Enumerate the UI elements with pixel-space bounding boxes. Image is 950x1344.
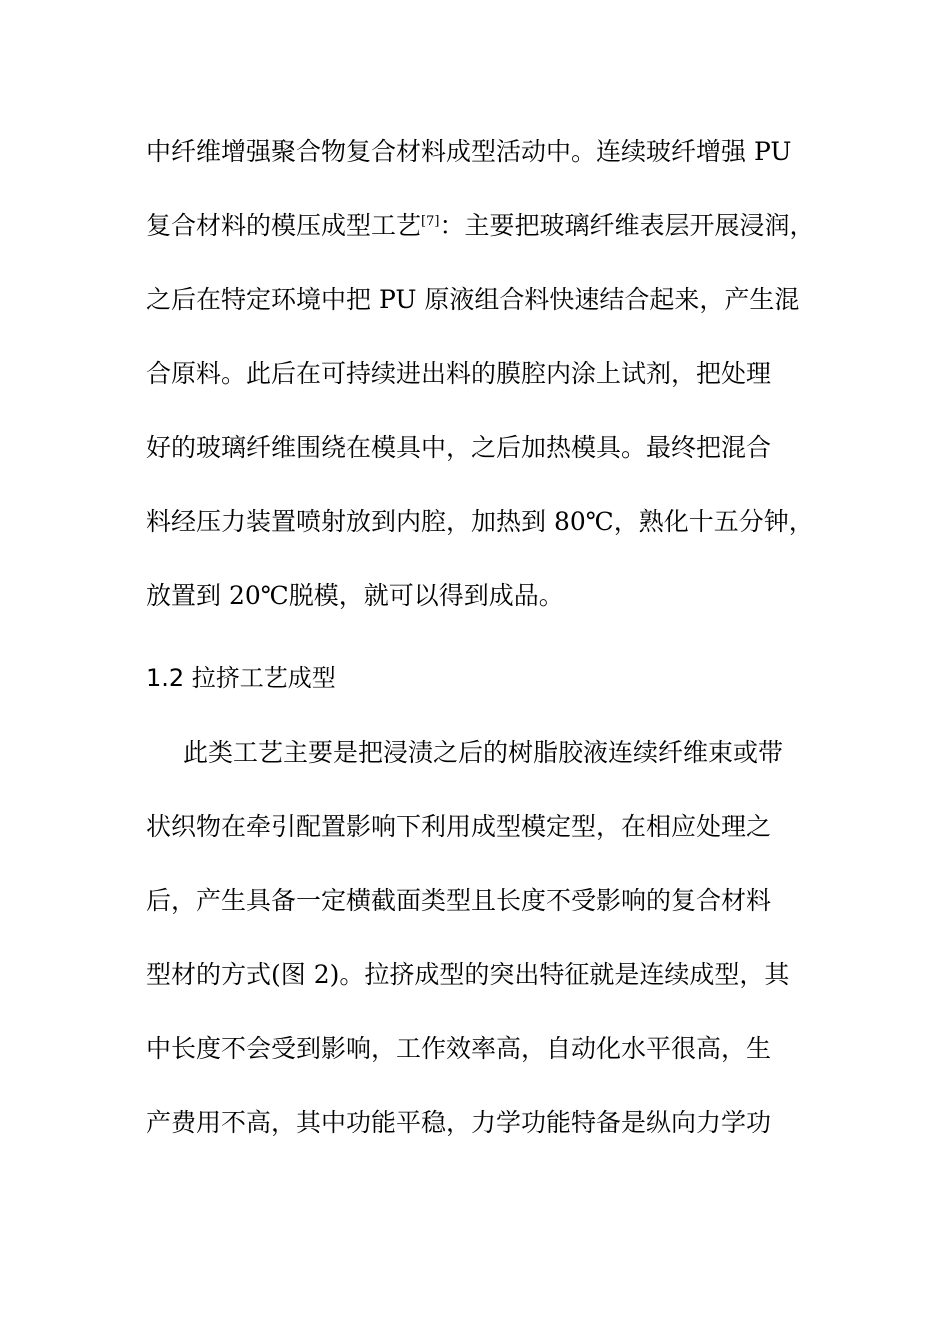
paragraph2-line-1: 此类工艺主要是把浸渍之后的树脂胶液连续纤维束或带: [183, 738, 784, 767]
paragraph1-line-2: [146, 209, 814, 243]
paragraph1-line-2-text-a: 复合材料的模压成型工艺: [146, 211, 422, 240]
paragraph1-line-5: 好的玻璃纤维围绕在模具中，之后加热模具。最终把混合: [146, 433, 772, 462]
paragraph2-line-3: 后，产生具备一定横截面类型且长度不受影响的复合材料: [146, 886, 772, 915]
paragraph1-line-4: 合原料。此后在可持续进出料的膜腔内涂上试剂，把处理: [146, 359, 772, 388]
paragraph2-line-2: 状织物在牵引配置影响下利用成型模定型，在相应处理之: [146, 812, 772, 841]
citation-reference: [7]: [421, 214, 440, 229]
paragraph2-line-4: 型材的方式(图 2)。拉挤成型的突出特征就是连续成型，其: [146, 960, 790, 989]
paragraph1-line-3: 之后在特定环境中把 PU 原液组合料快速结合起来，产生混: [146, 285, 800, 314]
paragraph1-line-6: 料经压力装置喷射放到内腔，加热到 80℃，熟化十五分钟，: [146, 507, 814, 536]
section-heading: 1.2 拉挤工艺成型: [146, 664, 336, 692]
paragraph1-line-1: 中纤维增强聚合物复合材料成型活动中。连续玻纤增强 PU: [146, 137, 792, 166]
paragraph2-line-6: 产费用不高，其中功能平稳，力学功能特备是纵向力学功: [146, 1108, 772, 1137]
paragraph1-line-2-text-b: ：主要把玻璃纤维表层开展浸润，: [439, 211, 815, 240]
paragraph1-line-7: 放置到 20℃脱模，就可以得到成品。: [146, 581, 564, 610]
paragraph2-line-5: 中长度不会受到影响，工作效率高，自动化水平很高，生: [146, 1034, 772, 1063]
